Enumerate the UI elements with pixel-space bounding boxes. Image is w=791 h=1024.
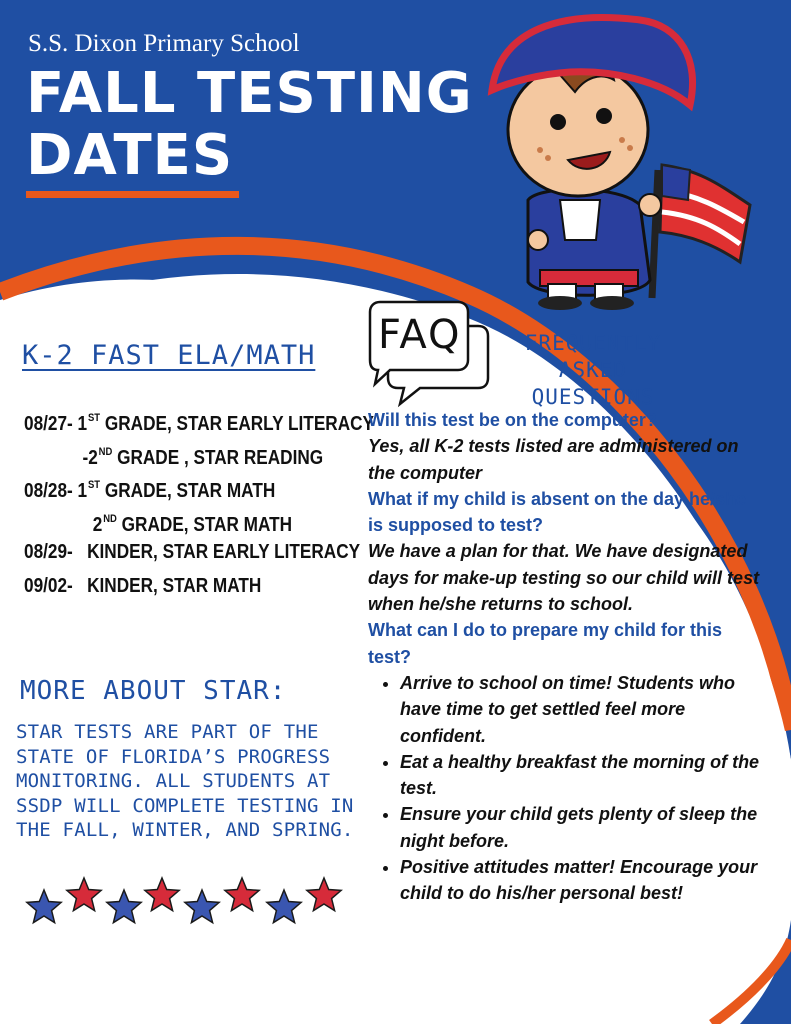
title-line-1: FALL TESTING	[26, 61, 473, 126]
faq-answer-2: We have a plan for that. We have designated days for make-up testing so our child will test when he/she returns to school.	[368, 541, 760, 615]
schedule-row: 08/28- 1ST GRADE, STAR MATH	[24, 479, 276, 502]
faq-question-1: Will this test be on the computer?	[368, 410, 657, 430]
more-about-star-text: STAR TESTS ARE PART OF THE STATE OF FLORIDA’S PROGRESS MONITORING. ALL STUDENTS AT SSDP WILL COMPLETE TESTING IN THE FALL, WINTER, AND SPRING.	[16, 721, 354, 841]
title-underline	[26, 191, 239, 198]
tip-item: • Positive attitudes matter! Encourage your child to do his/her personal best!	[400, 854, 770, 907]
tip-item: • Arrive to school on time! Students who have time to get settled feel more confident.	[400, 670, 760, 749]
title-line-2: DATES	[26, 123, 234, 188]
faq-heading-line-2: ASKED QUESTIONS	[531, 358, 655, 409]
faq-heading-line-1: FREQUENTLY	[524, 331, 662, 355]
tip-item: • Eat a healthy breakfast the morning of the test.	[400, 749, 760, 802]
faq-heading	[498, 330, 688, 411]
schedule-row: 08/29- KINDER, STAR EARLY LITERACY	[24, 541, 361, 563]
schedule-row: -2ND GRADE , STAR READING	[82, 445, 324, 469]
faq-content	[368, 407, 768, 907]
schedule-row: 2ND GRADE, STAR MATH	[92, 512, 293, 536]
faq-answer-1: Yes, all K-2 tests listed are administered on the computer	[368, 436, 739, 483]
k2-heading: K-2 FAST ELA/MATH	[22, 340, 316, 371]
schedule-row: 09/02- KINDER, STAR MATH	[24, 574, 262, 597]
school-name: S.S. Dixon Primary School	[28, 30, 300, 57]
tip-item: • Ensure your child gets plenty of sleep the night before.	[400, 801, 760, 854]
faq-badge-text: FAQ	[378, 312, 462, 358]
tips-list	[368, 670, 768, 907]
faq-question-2: What if my child is absent on the day he/she is supposed to test?	[368, 488, 747, 536]
more-about-star-heading: MORE ABOUT STAR:	[20, 676, 287, 706]
test-schedule	[24, 402, 377, 603]
schedule-row: 08/27- 1ST GRADE, STAR EARLY LITERACY	[24, 412, 375, 435]
faq-question-3: What can I do to prepare my child for this test?	[368, 620, 723, 667]
page-title	[26, 61, 473, 188]
